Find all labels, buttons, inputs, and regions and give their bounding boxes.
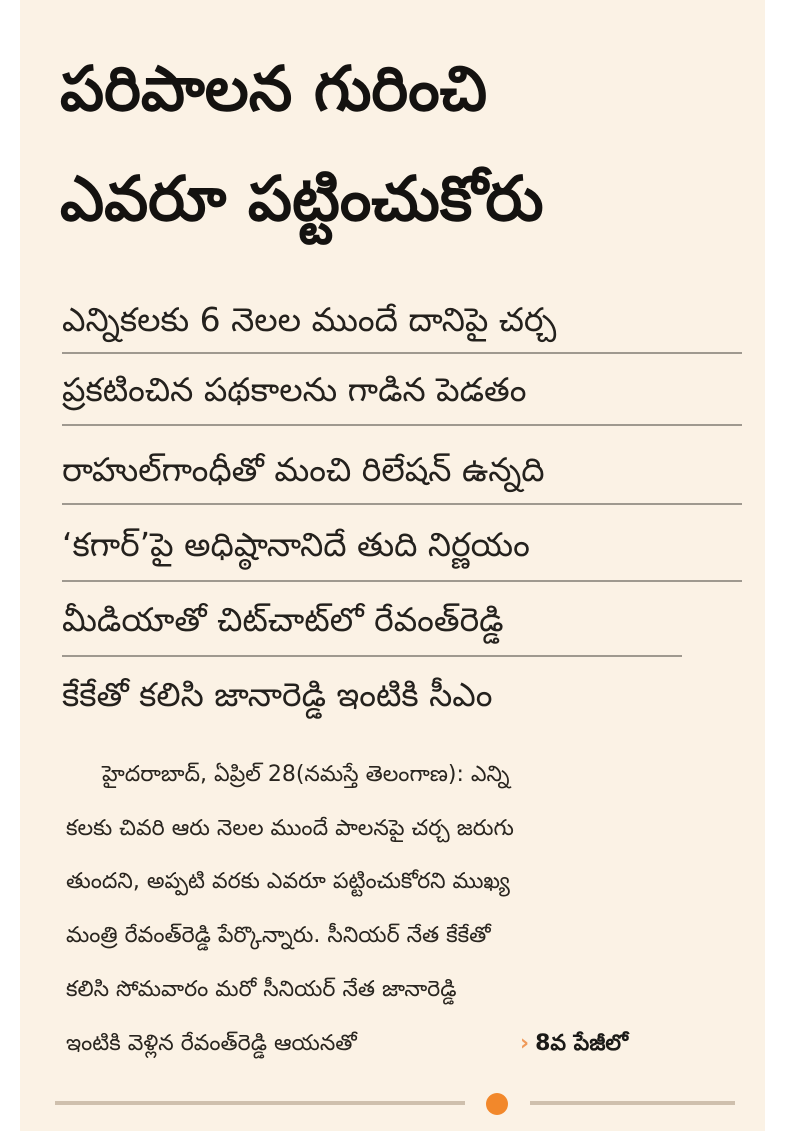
subhead-3: రాహుల్‌గాంధీతో మంచి రిలేషన్ ఉన్నది [62,450,545,489]
subhead-5: మీడియాతో చిట్‌చాట్‌లో రేవంత్‌రెడ్డి [62,600,504,639]
body-line-5: కలిసి సోమవారం మరో సీనియర్ నేత జానారెడ్డి [66,977,457,1002]
footer-dot-icon [486,1093,508,1115]
subhead-4: ‘కగార్’పై అధిష్ఠానానిదే తుది నిర్ణయం [62,525,530,564]
continued-on-page[interactable] [520,1025,628,1063]
headline-line-2: ఎవరూ పట్టించుకోరు [60,162,544,235]
chevron-right-icon: › [520,1031,530,1056]
body-line-1: హైదరాబాద్, ఏప్రిల్ 28(నమస్తే తెలంగాణ): ఎన్ని [102,762,510,787]
body-line-6: ఇంటికి వెళ్లిన రేవంత్‌రెడ్డి ఆయనతో [66,1031,357,1056]
body-line-2: కలకు చివరి ఆరు నెలల ముందే పాలనపై చర్చ జరుగు [66,816,514,841]
headline-line-1: పరిపాలన గురించి [60,52,488,125]
subhead-divider-5 [62,655,682,657]
body-line-3: తుందని, అప్పటి వరకు ఎవరూ పట్టించుకోరని ముఖ్య [66,869,510,894]
subhead-6: కేకేతో కలిసి జానారెడ్డి ఇంటికి సీఎం [62,675,493,714]
body-line-4: మంత్రి రేవంత్‌రెడ్డి పేర్కొన్నారు. సీనియర్ నేత కేకేతో [66,923,491,948]
subhead-1: ఎన్నికలకు 6 నెలల ముందే దానిపై చర్చ [62,300,557,339]
footer-divider-left [55,1101,465,1105]
continued-label: 8వ పేజీలో [535,1031,629,1056]
footer-divider-right [530,1101,735,1105]
subhead-divider-4 [62,580,742,582]
subhead-2: ప్రకటించిన పథకాలను గాడిన పెడతం [62,370,527,409]
subhead-divider-2 [62,424,742,426]
subhead-divider-1 [62,352,742,354]
subhead-divider-3 [62,503,742,505]
